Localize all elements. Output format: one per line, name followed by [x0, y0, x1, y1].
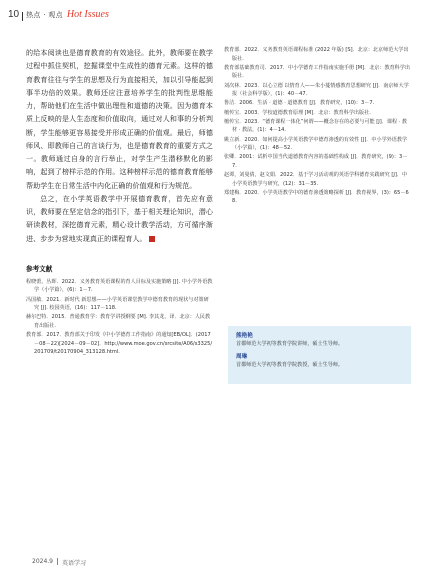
- reference-item: 郑建梅．2020．小学英语教学中的德育渗透策略探析 [J]．教育视界，(3)：65－68.: [224, 189, 409, 205]
- reference-item: 赵谭，刘曼倩，赵文娟．2022．基于学习活动观的英语学科德育实践研究 [J]．中小学英语教学与研究，(12)：31－35.: [224, 172, 408, 187]
- author-name: 周琳: [236, 354, 248, 360]
- reference-item: 教育部．2022．义务教育英语课程标准 (2022 年版) [S]．北京：北京师范大学出版社.: [224, 47, 409, 62]
- page-header: [8, 9, 109, 23]
- header-divider: [22, 12, 23, 21]
- reference-item: 姚立新．2020．如何提高小学英语教学中德育渗透的有效性 [J]．中小学外语教学（小学篇），(1)：48－52.: [224, 136, 408, 152]
- references-heading: 参考文献: [26, 264, 53, 273]
- body-paragraph: [26, 192, 213, 245]
- page-footer: [32, 558, 86, 567]
- reference-item: 赫尔巴特．2015．普通教育学：教育学讲授纲要 [M]. 李其龙，译．北京：人民教育出版社.: [26, 314, 211, 329]
- reference-item: 檀传宝．2023．“德育课程一体化”何谓——概念存在的必要与可能 [J]．课程 · 教材 · 教法，(1)：4－14.: [224, 118, 408, 134]
- conclusion-text: 总之，在小学英语教学中开展德育教育，首先应有意识，教师要在坚定信念的指引下，基于相关理论知识，潜心研读教材，深挖德育元素，精心设计教学活动，方可循序渐进、步步为营地实现真正的课程育人。: [26, 193, 213, 243]
- references-list-right: [224, 46, 410, 206]
- author-description: 首都师范大学初等教育学院教授，硕士生导师。: [236, 362, 343, 368]
- body-paragraph: 的给本阅读也是德育教育的有效途径。此外，教师要在教学过程中抓住契机，挖掘课堂中生成性的德育元素。这样的德育教育往往与学生的思想及行为直接相关，加以引导能起到事半功倍的效果。教师还应注意培养学生的批判性思维能力，帮助他们在生活中做出理性和道德的决策。因为德育本质上反映的是人生态度和价值取向，通过对人和事的分析判断，学生能够更容易接受并形成正确的价值观。最后，师德师风、即教师自己的言谈行为，也是德育教育的重要方式之一。教师通过自身的言行举止，对学生产生潜移默化的影响，起到了榜样示范的作用。这种榜样示范的德育教育能够帮助学生在日常生活中内化正确的价值观和行为规范。: [26, 48, 213, 190]
- reference-item: 张卿．2001：试析中国当代道德教育内容的基础性构成 [J]．教育研究，(9)：3－7.: [224, 154, 408, 169]
- reference-item: 檀传宝．2003．学校道德教育原理 [M]．北京：教育科学出版社.: [224, 109, 371, 116]
- footer-issue: 2024.9: [32, 558, 53, 565]
- header-section: 热点 · 观点: [26, 11, 63, 19]
- page-number: 10: [8, 9, 20, 20]
- footer-magazine: 英语学习: [62, 560, 87, 567]
- reference-item: 程晓蕾，丛晖．2022．义务教育英语课程的育人目标及实施策略 [J]. 中小学外语教学（小学篇），(6)：1－7.: [26, 278, 213, 294]
- author-description: 首都师范大学初等教育学院讲师，硕士生导师。: [236, 341, 343, 347]
- header-title: Hot Issues: [66, 9, 109, 20]
- footer-divider: [57, 558, 58, 565]
- end-mark-icon: [149, 236, 155, 242]
- author-name: 熊艳艳: [236, 333, 253, 339]
- reference-item: 教育部基础教育司．2017．中小学德育工作指南实施手册 [M]．北京：教育科学出版社.: [224, 64, 410, 80]
- reference-item: 鲁洁．2006．生活 · 道德 · 道德教育 [J]．教育研究，(10)：3－7.: [224, 100, 375, 107]
- reference-item: 刘次林．2023．以心立德 以情育人——朱小蔓情感教育思想研究 [J]．南京师大学报（社会科学版），(1)：40－47.: [224, 82, 409, 98]
- left-column: [26, 46, 213, 357]
- author-info-box: [228, 326, 411, 384]
- reference-item: 冯国敏．2021．新时代 新思想——小学英语课堂教学中德育教育的现状与对策研究 [J]. 校园英语，(16)：117－118.: [26, 296, 209, 312]
- references-list-left: [26, 278, 213, 357]
- reference-item: 教育部．2017．教育部关于印发《中小学德育工作指南》的通知[EB/OL]．(2017－08－22)[2024－09－02]．http://www.moe.gov.cn/srcsite/A06/s3325/201709/t20170904_313128.html.: [26, 332, 213, 356]
- right-column: [224, 46, 410, 207]
